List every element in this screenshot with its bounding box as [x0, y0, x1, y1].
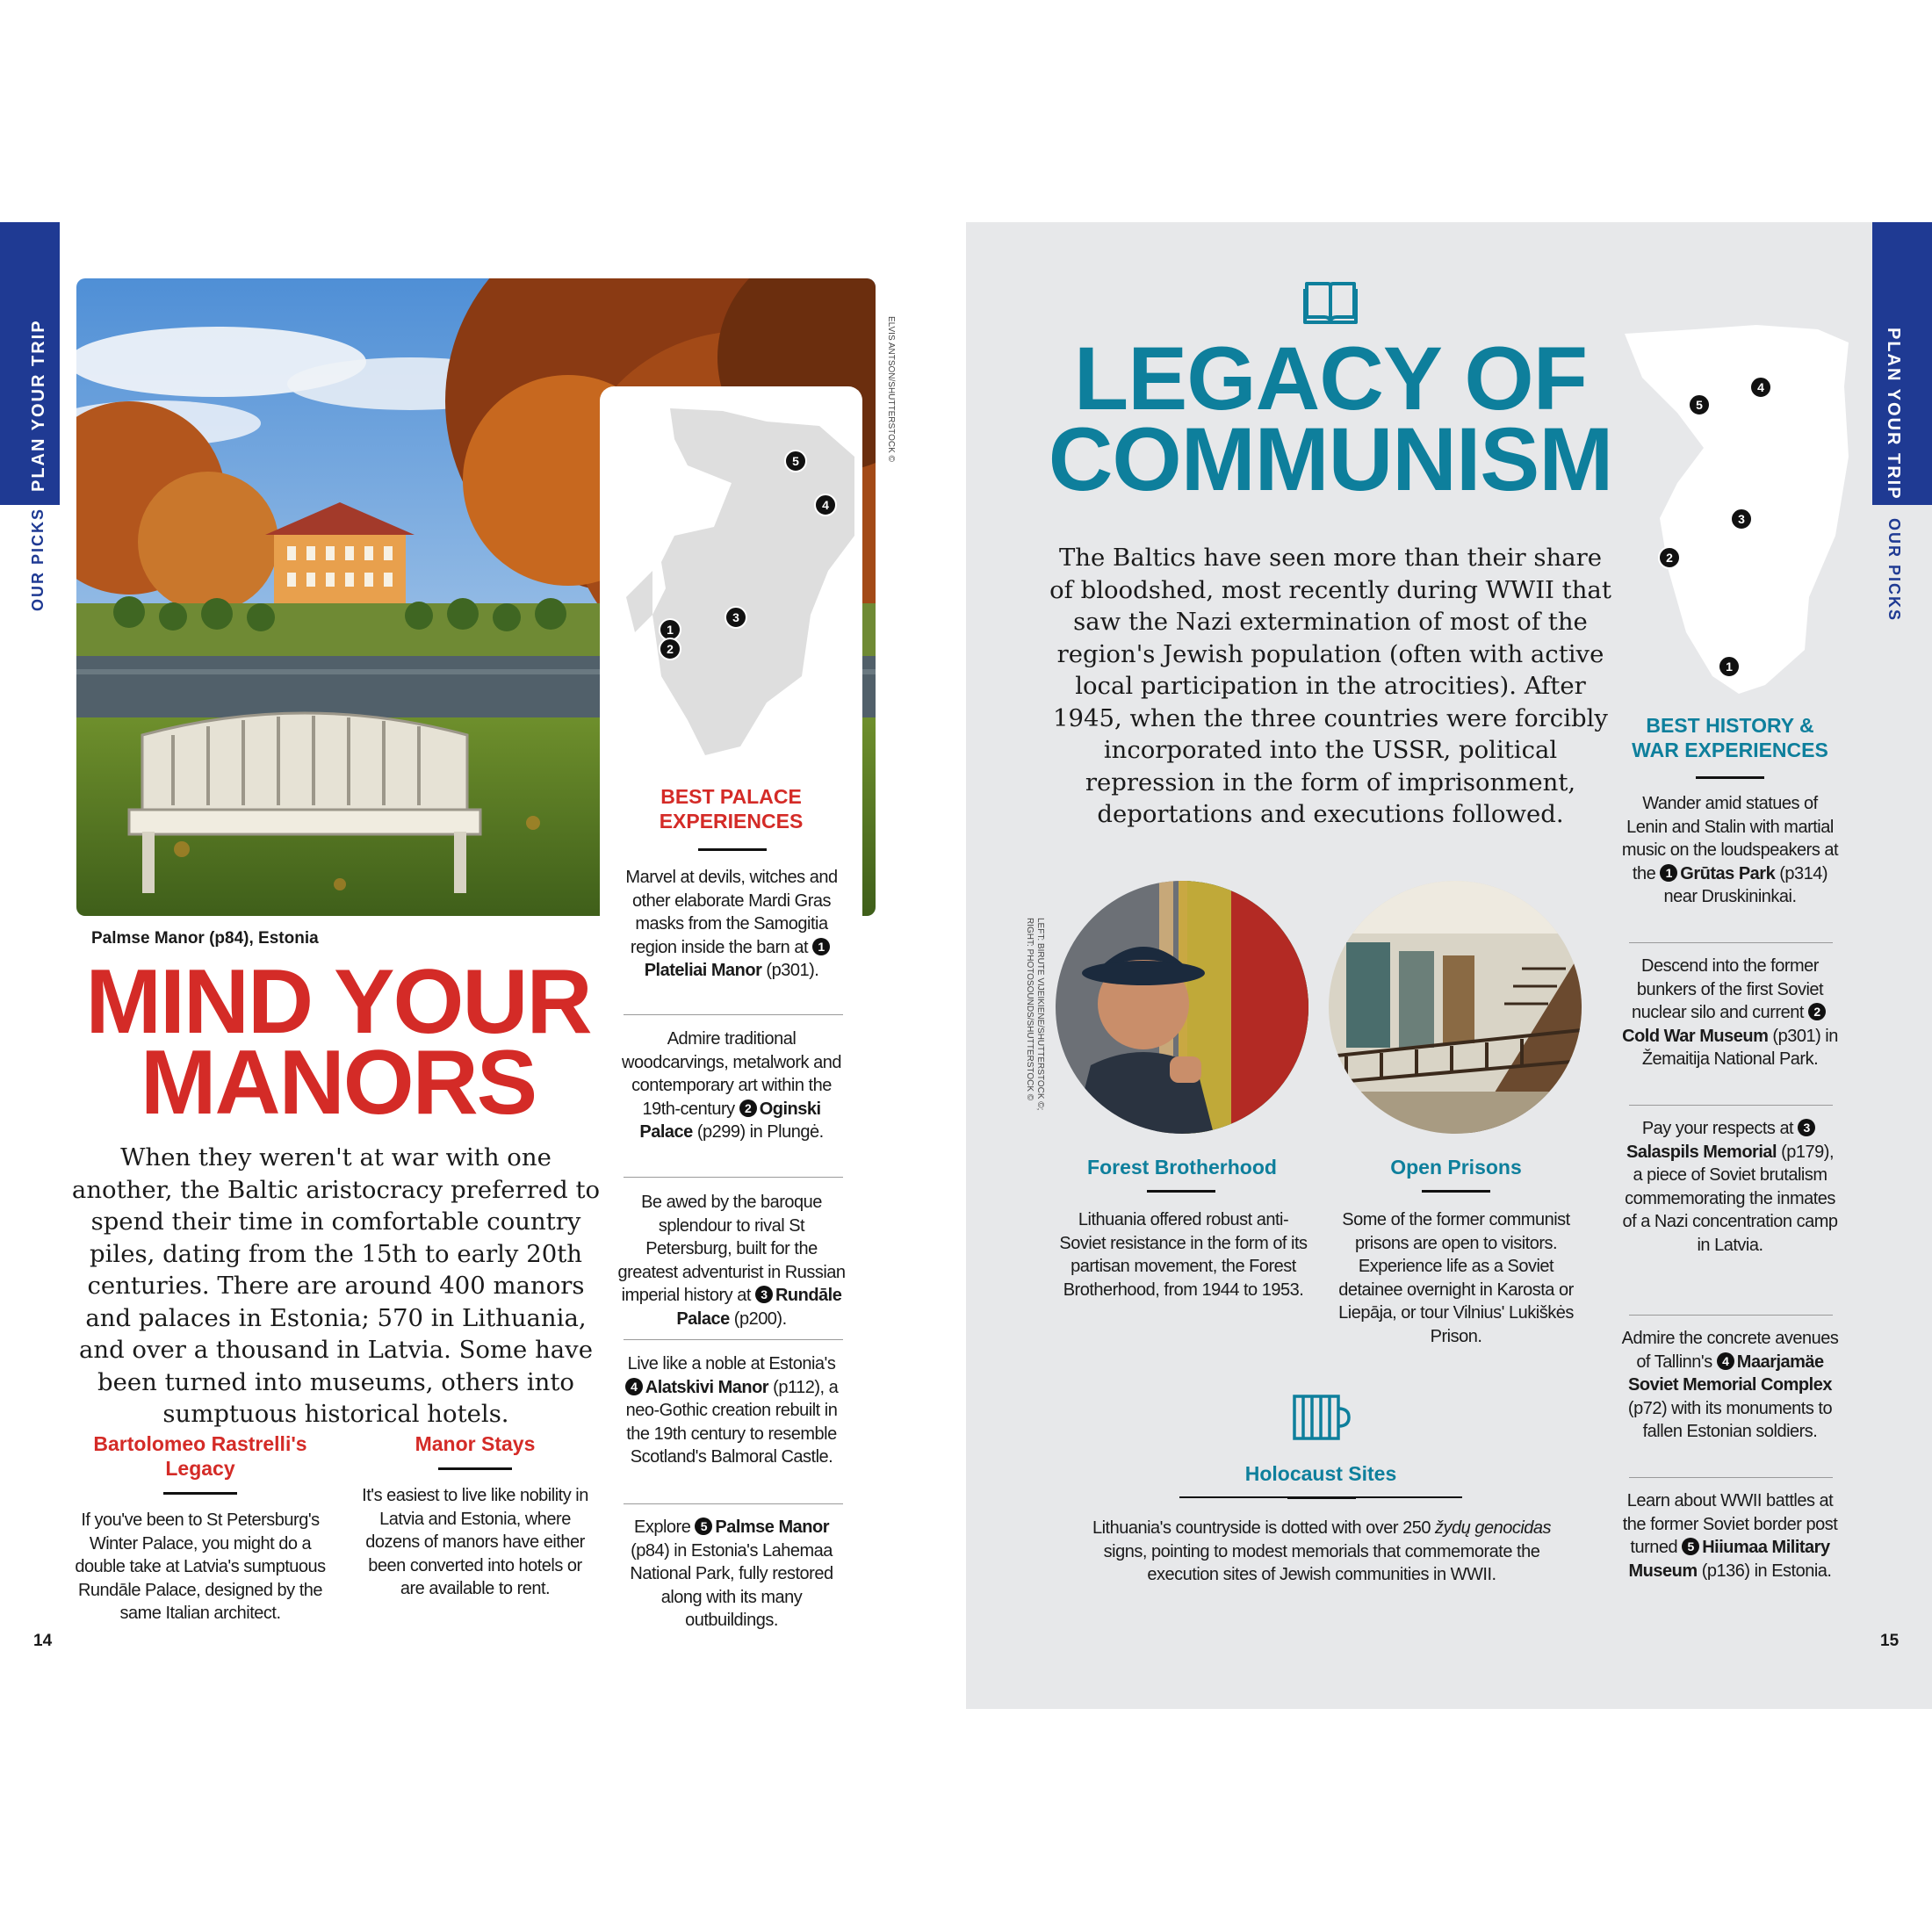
- rastrelli-rule: [163, 1492, 237, 1495]
- holocaust-text: Lithuania's countryside is dotted with over 250 žydų genocidas signs, pointing to modest memorials that commemorate the execution sites of Jewish communities in WWII.: [1092, 1518, 1552, 1584]
- war-item-4: Admire the concrete avenues of Tallinn's 4 Maarjamäe Soviet Memorial Complex (p72) with its monuments to fallen Estonian soldiers.: [1621, 1329, 1839, 1441]
- photo-caption: Palmse Manor (p84), Estonia: [91, 929, 319, 948]
- war-item-5: Learn about WWII battles at the former Soviet border post turned 5 Hiiumaa Military Museum (p136) in Estonia.: [1622, 1491, 1838, 1581]
- palace-divider: [624, 1339, 843, 1340]
- open-prisons-text: Some of the former communist prisons are open to visitors. Experience life as a Soviet detainee overnight in Karosta or Liepāja, or tour Vilnius' Lukiškės Prison.: [1338, 1210, 1574, 1346]
- right-title-line-2: COMMUNISM: [1048, 409, 1613, 509]
- forest-brotherhood-rule: [1147, 1190, 1215, 1193]
- right-photo-credit-holder: [1019, 918, 1049, 1181]
- palace-item-1-name: Plateliai Manor: [644, 961, 762, 980]
- war-divider: [1629, 1315, 1833, 1316]
- palace-item-5: Explore 5 Palmse Manor (p84) in Estonia's Lahemaa National Park, fully restored along with its many outbuildings.: [630, 1517, 833, 1630]
- manor-stays-heading: Manor Stays: [415, 1432, 536, 1455]
- open-prisons-heading: Open Prisons: [1390, 1156, 1522, 1179]
- war-pin-2: 2: [1658, 546, 1681, 569]
- war-pin-5: 5: [1688, 393, 1711, 416]
- book-icon: [1303, 277, 1358, 328]
- open-prisons-photo: [1329, 881, 1582, 1134]
- manor-stays-box: [357, 1431, 594, 1601]
- left-intro-text: When they weren't at war with one another, the Baltic aristocracy preferred to spend their time in comfortable country piles, dating from the 15th to early 20th centuries. There are around 400 manors and palaces in Estonia; 570 in Lithuania, and over a thousand in Latvia. Some have been turned into museums, others into sumptuous historical hotels.: [71, 1143, 601, 1428]
- forest-brotherhood-text: Lithuania offered robust anti-Soviet resistance in the form of its partisan movement, the Forest Brotherhood, from 1944 to 1953.: [1059, 1210, 1308, 1300]
- left-tab-label: PLAN YOUR TRIP: [29, 319, 48, 492]
- war-divider: [1629, 942, 1833, 943]
- palace-map: [600, 386, 862, 755]
- map-pin-2: 2: [659, 638, 681, 660]
- map-pin-4: 4: [814, 494, 837, 516]
- war-item-5-name: Hiiumaa Military Museum: [1628, 1538, 1830, 1581]
- right-tab-sublabel: OUR PICKS: [1885, 518, 1903, 623]
- map-pin-3: 3: [724, 606, 747, 629]
- war-item-4-name: Maarjamäe Soviet Memorial Complex: [1628, 1352, 1832, 1395]
- palace-divider: [624, 1503, 843, 1504]
- holocaust-rule: [1287, 1496, 1356, 1499]
- holocaust-term: žydų genocidas: [1435, 1518, 1552, 1538]
- war-item-1: Wander amid statues of Lenin and Stalin with martial music on the loudspeakers at the 1 Grūtas Park (p314) near Druskininkai.: [1621, 794, 1839, 906]
- palace-item-2: Admire traditional woodcarvings, metalwork and contemporary art within the 19th-century 2 Oginski Palace (p299) in Plungė.: [622, 1029, 841, 1142]
- left-page-title: [61, 951, 615, 1134]
- palace-item-3-name: Rundāle Palace: [676, 1286, 842, 1329]
- open-prisons-rule: [1422, 1190, 1490, 1193]
- rastrelli-text: If you've been to St Petersburg's Winter Palace, you might do a double take at Latvia's sumptuous Rundāle Palace, designed by the same Italian architect.: [75, 1510, 326, 1623]
- war-item-2: Descend into the former bunkers of the first Soviet nuclear silo and current 2Cold War Museum (p301) in Žemaitija National Park.: [1622, 956, 1838, 1069]
- war-side-heading: BEST HISTORY & WAR EXPERIENCES: [1632, 714, 1828, 761]
- war-item-3-name: Salaspils Memorial: [1626, 1142, 1777, 1162]
- forest-brotherhood-photo: [1056, 881, 1308, 1134]
- map-pin-1: 1: [659, 618, 681, 641]
- war-pin-1: 1: [1718, 655, 1741, 678]
- manor-stays-text: It's easiest to live like nobility in Latvia and Estonia, where dozens of manors have either been converted into hotels or are available to rent.: [362, 1486, 588, 1598]
- left-title-line-1: MIND YOUR: [85, 951, 591, 1053]
- palace-item-1: Marvel at devils, witches and other elaborate Mardi Gras masks from the Samogitia region inside the barn at 1Plateliai Manor (p301).: [625, 868, 838, 980]
- war-item-3: Pay your respects at 3Salaspils Memorial (p179), a piece of Soviet brutalism commemorating the inmates of a Nazi concentration camp in Latvia.: [1622, 1119, 1838, 1255]
- left-tab-sublabel: OUR PICKS: [29, 507, 47, 611]
- palace-side-heading: BEST PALACE EXPERIENCES: [659, 785, 804, 833]
- memorial-icon: [1291, 1391, 1352, 1444]
- manor-stays-rule: [438, 1467, 512, 1470]
- right-page-title: [1019, 328, 1642, 509]
- forest-brotherhood-illustration: [1056, 881, 1308, 1134]
- right-photo-credit-1: LEFT: BIRUTE VIJEIKIENE/SHUTTERSTOCK ©;: [1035, 918, 1045, 1111]
- map-pin-5: 5: [784, 450, 807, 472]
- war-item-1-name: Grūtas Park: [1680, 863, 1776, 883]
- palace-item-2-name: Oginski Palace: [639, 1099, 821, 1142]
- palace-item-3: Be awed by the baroque splendour to rival St Petersburg, built for the greatest adventurist in Russian imperial history at 3 Rundāle Palace (p200).: [617, 1193, 846, 1329]
- right-title-line-1: LEGACY OF: [1073, 328, 1588, 429]
- war-divider: [1629, 1477, 1833, 1478]
- palace-item-4: Live like a noble at Estonia's 4 Alatskivi Manor (p112), a neo-Gothic creation rebuilt in the 19th century to resemble Scotland's Balmoral Castle.: [625, 1354, 839, 1467]
- holocaust-heading: Holocaust Sites: [1244, 1462, 1397, 1485]
- forest-brotherhood-heading: Forest Brotherhood: [1087, 1156, 1277, 1179]
- left-title-line-2: MANORS: [140, 1032, 537, 1134]
- palace-divider: [624, 1014, 843, 1015]
- palace-item-4-name: Alatskivi Manor: [645, 1377, 769, 1397]
- left-photo-credit: ELVIS ANTSON/SHUTTERSTOCK ©: [886, 316, 896, 462]
- left-page-number: 14: [33, 1632, 53, 1650]
- war-item-2-name: Cold War Museum: [1622, 1026, 1769, 1046]
- palace-heading-rule: [698, 848, 767, 851]
- right-page-number: 15: [1880, 1632, 1900, 1650]
- rastrelli-box: [75, 1431, 326, 1626]
- war-pin-3: 3: [1730, 508, 1753, 530]
- war-heading-rule: [1696, 776, 1764, 779]
- right-tab-label: PLAN YOUR TRIP: [1884, 328, 1903, 501]
- palace-item-5-name: Palmse Manor: [715, 1517, 829, 1537]
- palace-divider: [624, 1177, 843, 1178]
- war-pin-4: 4: [1749, 376, 1772, 399]
- war-divider: [1629, 1105, 1833, 1106]
- rastrelli-heading: Bartolomeo Rastrelli's Legacy: [93, 1432, 307, 1480]
- prison-illustration: [1329, 881, 1582, 1134]
- right-photo-credit-2: RIGHT: PHOTOSOUNDS/SHUTTERSTOCK ©: [1025, 918, 1034, 1101]
- right-intro-text: The Baltics have seen more than their share of bloodshed, most recently during WWII that saw the Nazi extermination of most of the region's Jewish population (often with active local participation in the atrocities). After 1945, when the three countries were forcibly incorporated into the USSR, political repression in the form of imprisonment, deportations and executions followed.: [1049, 544, 1611, 828]
